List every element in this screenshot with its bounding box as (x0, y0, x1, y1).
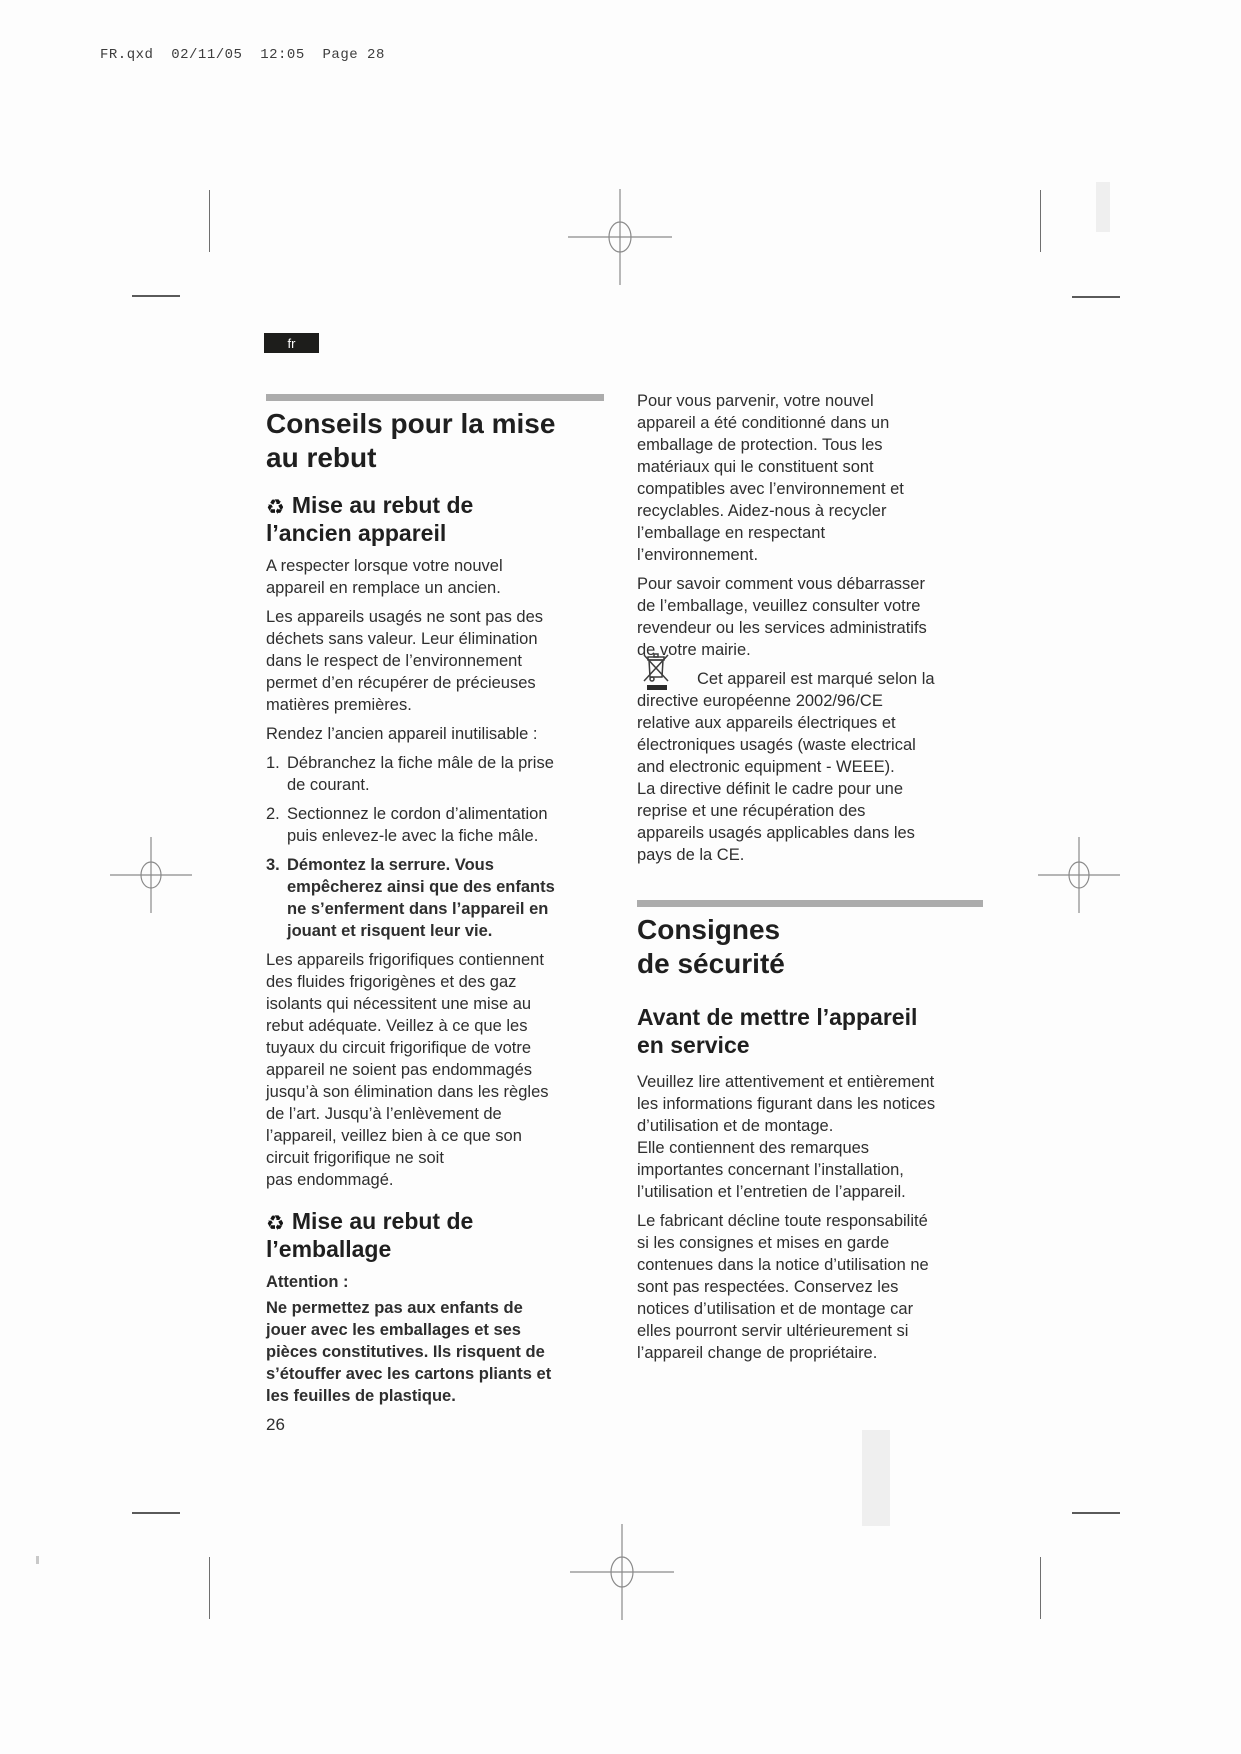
paragraph (637, 573, 983, 661)
text-line: l’ancien appareil (266, 520, 447, 546)
heading (266, 1207, 604, 1263)
text-line: de courant. (287, 776, 370, 794)
text-line: au rebut (266, 442, 377, 473)
text-line: de l’art. Jusqu’à l’enlèvement de (266, 1105, 502, 1123)
crop-mark-line-bottom-left (209, 1557, 210, 1619)
list-item (266, 854, 604, 942)
text-line: l’appareil, veillez bien à ce que son (266, 1127, 522, 1145)
paragraph (637, 1071, 983, 1203)
section-rule (637, 900, 983, 907)
crop-mark-dash-bottom-right (1072, 1512, 1120, 1514)
text-line: Rendez l’ancien appareil inutilisable : (266, 725, 538, 743)
text-line: permet d’en récupérer de précieuses (266, 674, 536, 692)
text-line: circuit frigorifique ne soit (266, 1149, 444, 1167)
text-line: l’utilisation et l’entretien de l’appareil. (637, 1183, 906, 1201)
text-line: isolants qui nécessitent une mise au (266, 995, 532, 1013)
text-line: rebut adéquate. Veillez à ce que les (266, 1017, 528, 1035)
text-line: recyclables. Aidez-nous à recycler (637, 502, 887, 520)
text-line: des fluides frigorigènes et des gaz (266, 973, 517, 991)
registration-mark-top-center (560, 187, 680, 287)
text-line: si les consignes et mises en garde (637, 1234, 890, 1252)
heading (637, 1003, 983, 1059)
text-line: Le fabricant décline toute responsabilité (637, 1212, 928, 1230)
text-line: Attention : (266, 1273, 349, 1291)
list-number: 2. (266, 805, 280, 823)
text-line: l’emballage en respectant (637, 524, 826, 542)
text-line: ♻ Mise au rebut de (266, 1208, 474, 1235)
text-line: appareil a été conditionné dans un (637, 414, 890, 432)
left-column (266, 394, 604, 1436)
text-line: puis enlevez-le avec la fiche mâle. (287, 827, 539, 845)
list-number: 1. (266, 754, 280, 772)
heading (266, 491, 604, 547)
text-line: ♻ Mise au rebut de (266, 492, 474, 519)
text-line: jouant et risquent leur vie. (287, 922, 493, 940)
text-line: compatibles avec l’environnement et (637, 480, 904, 498)
text-line: matériaux qui le constituent sont (637, 458, 874, 476)
crop-mark-line-bottom-right (1040, 1557, 1041, 1619)
registration-mark-left (106, 835, 196, 915)
text-line: électroniques usagés (waste electrical (637, 736, 916, 754)
text-line: and electronic equipment - WEEE). (637, 758, 895, 776)
text-line: importantes concernant l’installation, (637, 1161, 904, 1179)
scan-file-header: FR.qxd 02/11/05 12:05 Page 28 (100, 47, 385, 63)
crop-mark-line-top-left (209, 190, 210, 252)
right-column (637, 390, 983, 1371)
text-line: en service (637, 1032, 750, 1058)
crop-mark-line-top-right (1040, 190, 1041, 252)
text-line: notices d’utilisation et de montage car (637, 1300, 914, 1318)
text-line: appareil ne soient pas endommagés (266, 1061, 533, 1079)
text-line: d’utilisation et de montage. (637, 1117, 834, 1135)
text-line: de votre mairie. (637, 641, 751, 659)
text-line: ne s’enferment dans l’appareil en (287, 900, 549, 918)
paragraph (266, 723, 604, 745)
weee-icon (641, 651, 675, 695)
page-number: 26 (266, 1415, 285, 1434)
crop-mark-dash-bottom-left (132, 1512, 180, 1514)
text-line: emballage de protection. Tous les (637, 436, 883, 454)
text-line: de l’emballage, veuillez consulter votre (637, 597, 921, 615)
list-item (266, 752, 604, 796)
text-line: de sécurité (637, 948, 785, 979)
text-line: Les appareils frigorifiques contiennent (266, 951, 544, 969)
text-line: les informations figurant dans les notices (637, 1095, 936, 1113)
text-line: Pour vous parvenir, votre nouvel (637, 392, 874, 410)
text-line: relative aux appareils électriques et (637, 714, 896, 732)
text-line: Ne permettez pas aux enfants de (266, 1299, 523, 1317)
scan-artifact (1096, 182, 1110, 232)
text-line: A respecter lorsque votre nouvel (266, 557, 503, 575)
text-line: jusqu’à son élimination dans les règles (266, 1083, 549, 1101)
text-line: Débranchez la fiche mâle de la prise (287, 754, 554, 772)
crop-mark-dash-top-left (132, 295, 180, 297)
text-line: appareils usagés applicables dans les (637, 824, 915, 842)
language-badge: fr (264, 333, 319, 353)
paragraph (266, 555, 604, 599)
paragraph (637, 1210, 983, 1364)
list-number: 3. (266, 856, 280, 874)
registration-mark-bottom-center (562, 1522, 682, 1622)
text-line: l’environnement. (637, 546, 759, 564)
paragraph (637, 668, 983, 866)
text-line: Conseils pour la mise (266, 408, 556, 439)
text-line: dans le respect de l’environnement (266, 652, 522, 670)
text-line: matières premières. (266, 696, 412, 714)
text-line: La directive définit le cadre pour une (637, 780, 903, 798)
text-line: Les appareils usagés ne sont pas des (266, 608, 544, 626)
text-line: tuyaux du circuit frigorifique de votre (266, 1039, 532, 1057)
text-line: pièces constitutives. Ils risquent de (266, 1343, 545, 1361)
text-line: l’appareil change de propriétaire. (637, 1344, 878, 1362)
text-line: Démontez la serrure. Vous (287, 856, 494, 874)
text-line: s’étouffer avec les cartons pliants et (266, 1365, 552, 1383)
paragraph (637, 390, 983, 566)
text-line: pas endommagé. (266, 1171, 394, 1189)
text-line: reprise et une récupération des (637, 802, 866, 820)
text-line: appareil en remplace un ancien. (266, 579, 501, 597)
text-line: jouer avec les emballages et ses (266, 1321, 521, 1339)
recycle-icon: ♻ (266, 495, 285, 519)
text-line: les feuilles de plastique. (266, 1387, 456, 1405)
text-line: l’emballage (266, 1236, 392, 1262)
text-line: Sectionnez le cordon d’alimentation (287, 805, 548, 823)
text-line: empêcherez ainsi que des enfants (287, 878, 555, 896)
text-line: Cet appareil est marqué selon la (697, 670, 935, 688)
paragraph (266, 606, 604, 716)
paragraph (266, 1297, 604, 1407)
text-line: elles pourront servir ultérieurement si (637, 1322, 909, 1340)
crop-mark-dash-top-right (1072, 296, 1120, 298)
text-line: Elle contiennent des remarques (637, 1139, 870, 1157)
left-column-blocks (266, 394, 604, 1407)
text-line: sont pas respectées. Conservez les (637, 1278, 899, 1296)
section-rule (266, 394, 604, 401)
list-item (266, 803, 604, 847)
text-line: directive européenne 2002/96/CE (637, 692, 883, 710)
registration-mark-right (1034, 835, 1124, 915)
paragraph (266, 949, 604, 1191)
text-line: Avant de mettre l’appareil (637, 1004, 918, 1030)
right-column-blocks (637, 390, 983, 1364)
heading (266, 407, 604, 475)
text-line: revendeur ou les services administratifs (637, 619, 927, 637)
text-line: pays de la CE. (637, 846, 745, 864)
paragraph (266, 1271, 604, 1293)
heading (637, 913, 983, 981)
text-line: déchets sans valeur. Leur élimination (266, 630, 538, 648)
scan-artifact (36, 1556, 39, 1564)
scan-artifact (862, 1430, 890, 1526)
text-line: Consignes (637, 914, 781, 945)
text-line: Pour savoir comment vous débarrasser (637, 575, 925, 593)
text-line: Veuillez lire attentivement et entièrement (637, 1073, 935, 1091)
recycle-icon: ♻ (266, 1211, 285, 1235)
text-line: contenues dans la notice d’utilisation ne (637, 1256, 929, 1274)
